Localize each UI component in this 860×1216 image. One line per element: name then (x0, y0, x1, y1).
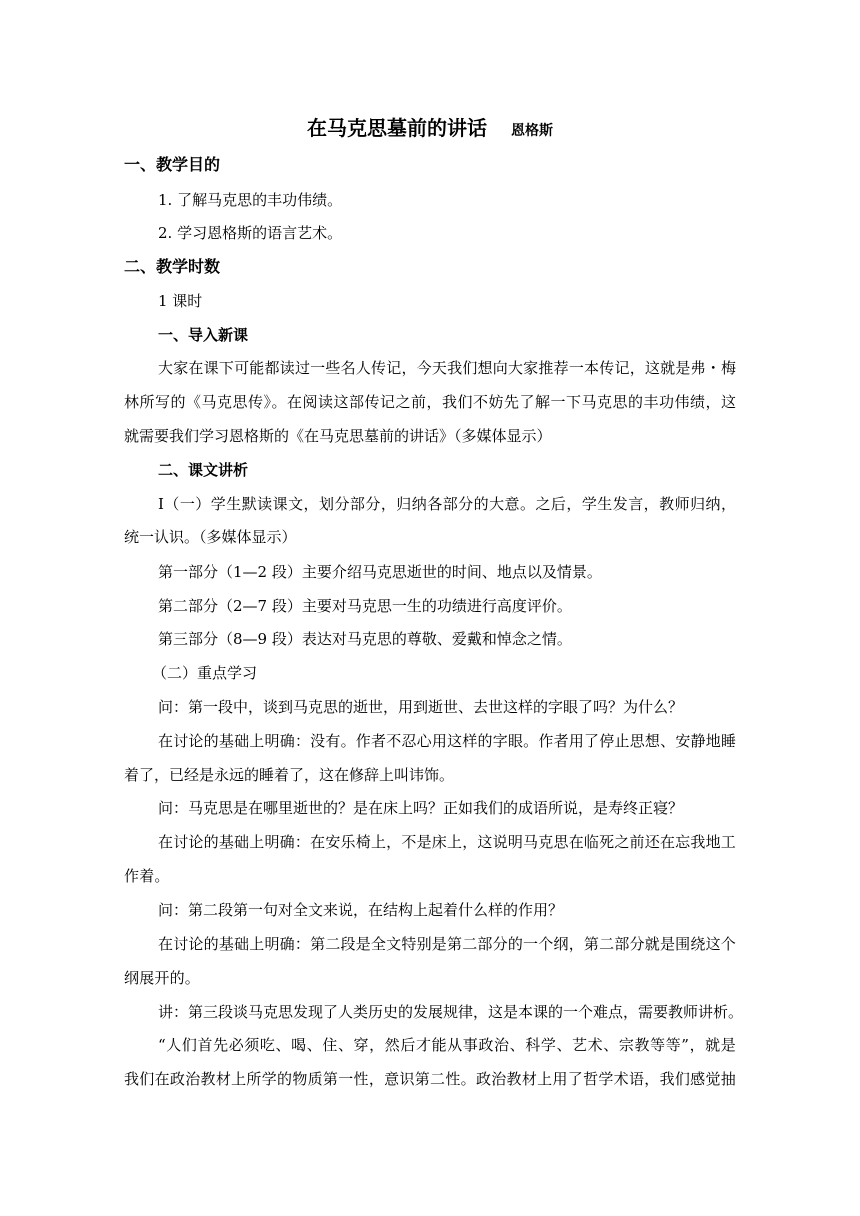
paragraph-line: 就需要我们学习恩格斯的《在马克思墓前的讲话》（多媒体显示） (124, 427, 552, 445)
answer-3-line: 纲展开的。 (124, 969, 201, 987)
section-heading-hours: 二、教学时数 (124, 257, 221, 276)
quote-line: “人们首先必须吃、喝、住、穿，然后才能从事政治、科学、艺术、宗教等等”，就是 (158, 1036, 736, 1054)
question-1: 问：第一段中，谈到马克思的逝世，用到逝世、去世这样的字眼了吗？为什么？ (158, 698, 684, 716)
goal-item-1: 1. 了解马克思的丰功伟绩。 (158, 191, 343, 209)
section-heading-goals: 一、教学目的 (124, 155, 221, 174)
title-block (0, 112, 860, 141)
question-3: 问：第二段第一句对全文来说，在结构上起着什么样的作用？ (158, 901, 564, 919)
answer-2-line: 作着。 (124, 867, 170, 885)
quote-line: 我们在政治教材上所学的物质第一性，意识第二性。政治教材上用了哲学术语，我们感觉抽 (124, 1070, 736, 1088)
subheading-intro: 一、导入新课 (158, 326, 249, 344)
hours-text: 1 课时 (158, 292, 203, 310)
answer-1-line: 着了，已经是永远的睡着了，这在修辞上叫讳饰。 (124, 766, 455, 784)
paragraph-line: 大家在课下可能都读过一些名人传记，今天我们想向大家推荐一本传记，这就是弗・梅 (158, 359, 736, 377)
focus-heading: （二）重点学习 (152, 664, 258, 682)
answer-1-line: 在讨论的基础上明确：没有。作者不忍心用这样的字眼。作者用了停止思想、安静地睡 (158, 732, 736, 750)
section-summary-3: 第三部分（8—9 段）表达对马克思的尊敬、爱戴和悼念之情。 (158, 630, 572, 648)
paragraph-line: 统一认识。（多媒体显示） (124, 528, 297, 546)
subheading-analysis: 二、课文讲析 (158, 461, 249, 479)
question-2: 问：马克思是在哪里逝世的？是在床上吗？正如我们的成语所说，是寿终正寝？ (158, 799, 684, 817)
author: 恩格斯 (511, 123, 553, 139)
section-summary-2: 第二部分（2—7 段）主要对马克思一生的功绩进行高度评价。 (158, 597, 572, 615)
goal-item-2: 2. 学习恩格斯的语言艺术。 (158, 224, 343, 242)
paragraph-line: Ⅰ（一）学生默读课文，划分部分，归纳各部分的大意。之后，学生发言，教师归纳， (158, 495, 736, 513)
page-title: 在马克思墓前的讲话 (307, 116, 487, 140)
answer-3-line: 在讨论的基础上明确：第二段是全文特别是第二部分的一个纲，第二部分就是围绕这个 (158, 935, 736, 953)
paragraph-line: 林所写的《马克思传》。在阅读这部传记之前，我们不妨先了解一下马克思的丰功伟绩，这 (124, 393, 736, 411)
section-summary-1: 第一部分（1—2 段）主要介绍马克思逝世的时间、地点以及情景。 (158, 563, 602, 581)
lecture-text: 讲：第三段谈马克思发现了人类历史的发展规律，这是本课的一个难点，需要教师讲析。 (158, 1003, 744, 1021)
answer-2-line: 在讨论的基础上明确：在安乐椅上，不是床上，这说明马克思在临死之前还在忘我地工 (158, 833, 736, 851)
